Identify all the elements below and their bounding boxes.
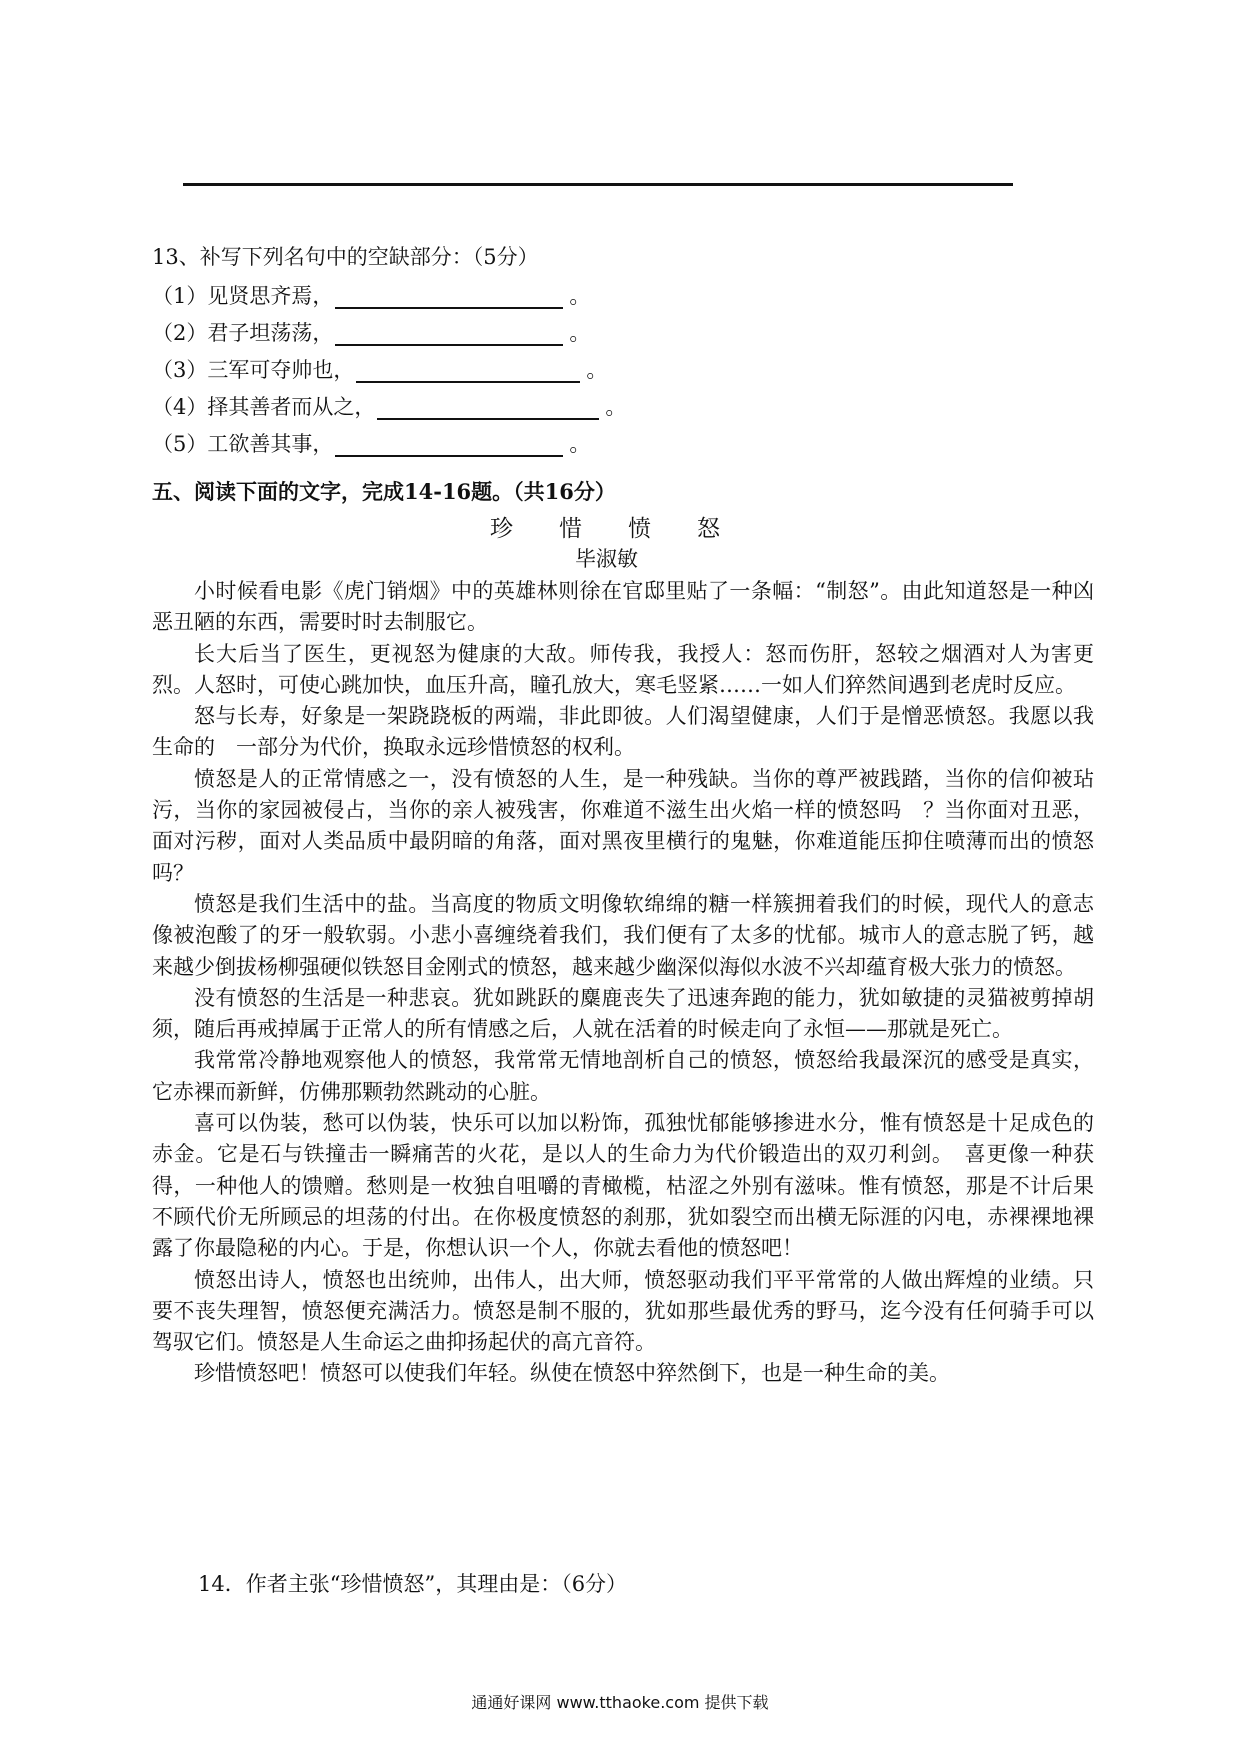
fill-item-2 <box>152 320 590 346</box>
paragraph: 小时候看电影《虎门销烟》中的英雄林则徐在官邸里贴了一条幅：“制怒”。由此知道怒是一种凶恶丑陋的东西，需要时时去制服它。 <box>152 579 1094 635</box>
fill-item-end: 。 <box>569 321 591 345</box>
answer-line-top <box>183 183 1013 186</box>
paragraph: 愤怒是我们生活中的盐。当高度的物质文明像软绵绵的糖一样簇拥着我们的时候，现代人的意志像被泡酸了的牙一般软弱。小悲小喜缠绕着我们，我们便有了太多的忧郁。城市人的意志脱了钙，越来越少倒拔杨柳强硬似铁怒目金刚式的愤怒，越来越少幽深似海似水波不兴却蕴育极大张力的愤怒。 <box>152 891 1094 979</box>
section-heading: 五、阅读下面的文字，完成14-16题。（共16分） <box>152 479 616 504</box>
paragraph: 珍惜愤怒吧！愤怒可以使我们年轻。纵使在愤怒中猝然倒下，也是一种生命的美。 <box>194 1361 950 1386</box>
fill-item-4 <box>152 394 626 420</box>
fill-item-text: （2）君子坦荡荡， <box>152 321 334 345</box>
fill-item-end: 。 <box>605 395 627 419</box>
fill-item-text: （3）三军可夺帅也， <box>152 358 355 382</box>
paragraph: 我常常冷静地观察他人的愤怒，我常常无情地剖析自己的愤怒，愤怒给我最深沉的感受是真实，它赤裸而新鲜，仿佛那颗勃然跳动的心脏。 <box>152 1048 1094 1104</box>
fill-item-end: 。 <box>569 284 591 308</box>
paragraph: 没有愤怒的生活是一种悲哀。犹如跳跃的麋鹿丧失了迅速奔跑的能力，犹如敏捷的灵猫被剪掉胡须，随后再戒掉属于正常人的所有情感之后，人就在活着的时候走向了永恒——那就是死亡。 <box>152 985 1094 1042</box>
essay-title: 珍惜愤怒 <box>490 516 766 542</box>
essay-body <box>152 576 1094 1390</box>
question-14: 14．作者主张“珍惜愤怒”，其理由是：（6分） <box>198 1572 628 1596</box>
essay-author: 毕淑敏 <box>575 547 638 571</box>
fill-item-3 <box>152 357 607 383</box>
paragraph: 愤怒是人的正常情感之一，没有愤怒的人生，是一种残缺。当你的尊严被践踏，当你的信仰被玷污，当你的家园被侵占，当你的亲人被残害，你难道不滋生出火焰一样的愤怒吗 ？当你面对丑恶，面对污秽，面对人类品质中最阴暗的角落，面对黑夜里横行的鬼魅，你难道能压抑住喷薄而出的愤怒吗？ <box>152 766 1094 885</box>
fill-item-end: 。 <box>586 358 608 382</box>
fill-item-5 <box>152 431 590 457</box>
answer-blank[interactable] <box>377 396 599 420</box>
fill-item-text: （5）工欲善其事， <box>152 432 334 456</box>
fill-item-text: （4）择其善者而从之， <box>152 395 376 419</box>
fill-item-1 <box>152 283 590 309</box>
paragraph: 喜可以伪装，愁可以伪装，快乐可以加以粉饰，孤独忧郁能够掺进水分，惟有愤怒是十足成色的赤金。它是石与铁撞击一瞬痛苦的火花，是以人的生命力为代价锻造出的双刃利剑。 喜更像一种获得，一种他人的馈赠。愁则是一枚独自咀嚼的青橄榄，枯涩之外别有滋味。惟有愤怒，那是不计后果不顾代价无所顾忌的坦荡的付出。在你极度愤怒的刹那，犹如裂空而出横无际涯的闪电，赤裸裸地裸露了你最隐秘的内心。于是，你想认识一个人，你就去看他的愤怒吧！ <box>152 1111 1094 1261</box>
paragraph: 长大后当了医生，更视怒为健康的大敌。师传我，我授人：怒而伤肝，怒较之烟酒对人为害更烈。人怒时，可使心跳加快，血压升高，瞳孔放大，寒毛竖紧……一如人们猝然间遇到老虎时反应。 <box>152 641 1094 697</box>
answer-blank[interactable] <box>335 285 563 309</box>
answer-blank[interactable] <box>335 433 563 457</box>
paragraph: 愤怒出诗人，愤怒也出统帅，出伟人，出大师，愤怒驱动我们平平常常的人做出辉煌的业绩。只要不丧失理智，愤怒便充满活力。愤怒是制不服的，犹如那些最优秀的野马，迄今没有任何骑手可以驾驭它们。愤怒是人生命运之曲抑扬起伏的高亢音符。 <box>152 1267 1094 1355</box>
answer-blank[interactable] <box>335 322 563 346</box>
paragraph: 怒与长寿，好象是一架跷跷板的两端，非此即彼。人们渴望健康，人们于是憎恶愤怒。我愿以我生命的 一部分为代价，换取永远珍惜愤怒的权利。 <box>152 704 1094 760</box>
footer-download-note: 通通好课网 www.tthaoke.com 提供下载 <box>471 1693 769 1712</box>
question-13-title: 13、补写下列名句中的空缺部分：（5分） <box>152 245 539 269</box>
fill-item-text: （1）见贤思齐焉， <box>152 284 334 308</box>
answer-blank[interactable] <box>356 359 580 383</box>
fill-item-end: 。 <box>569 432 591 456</box>
